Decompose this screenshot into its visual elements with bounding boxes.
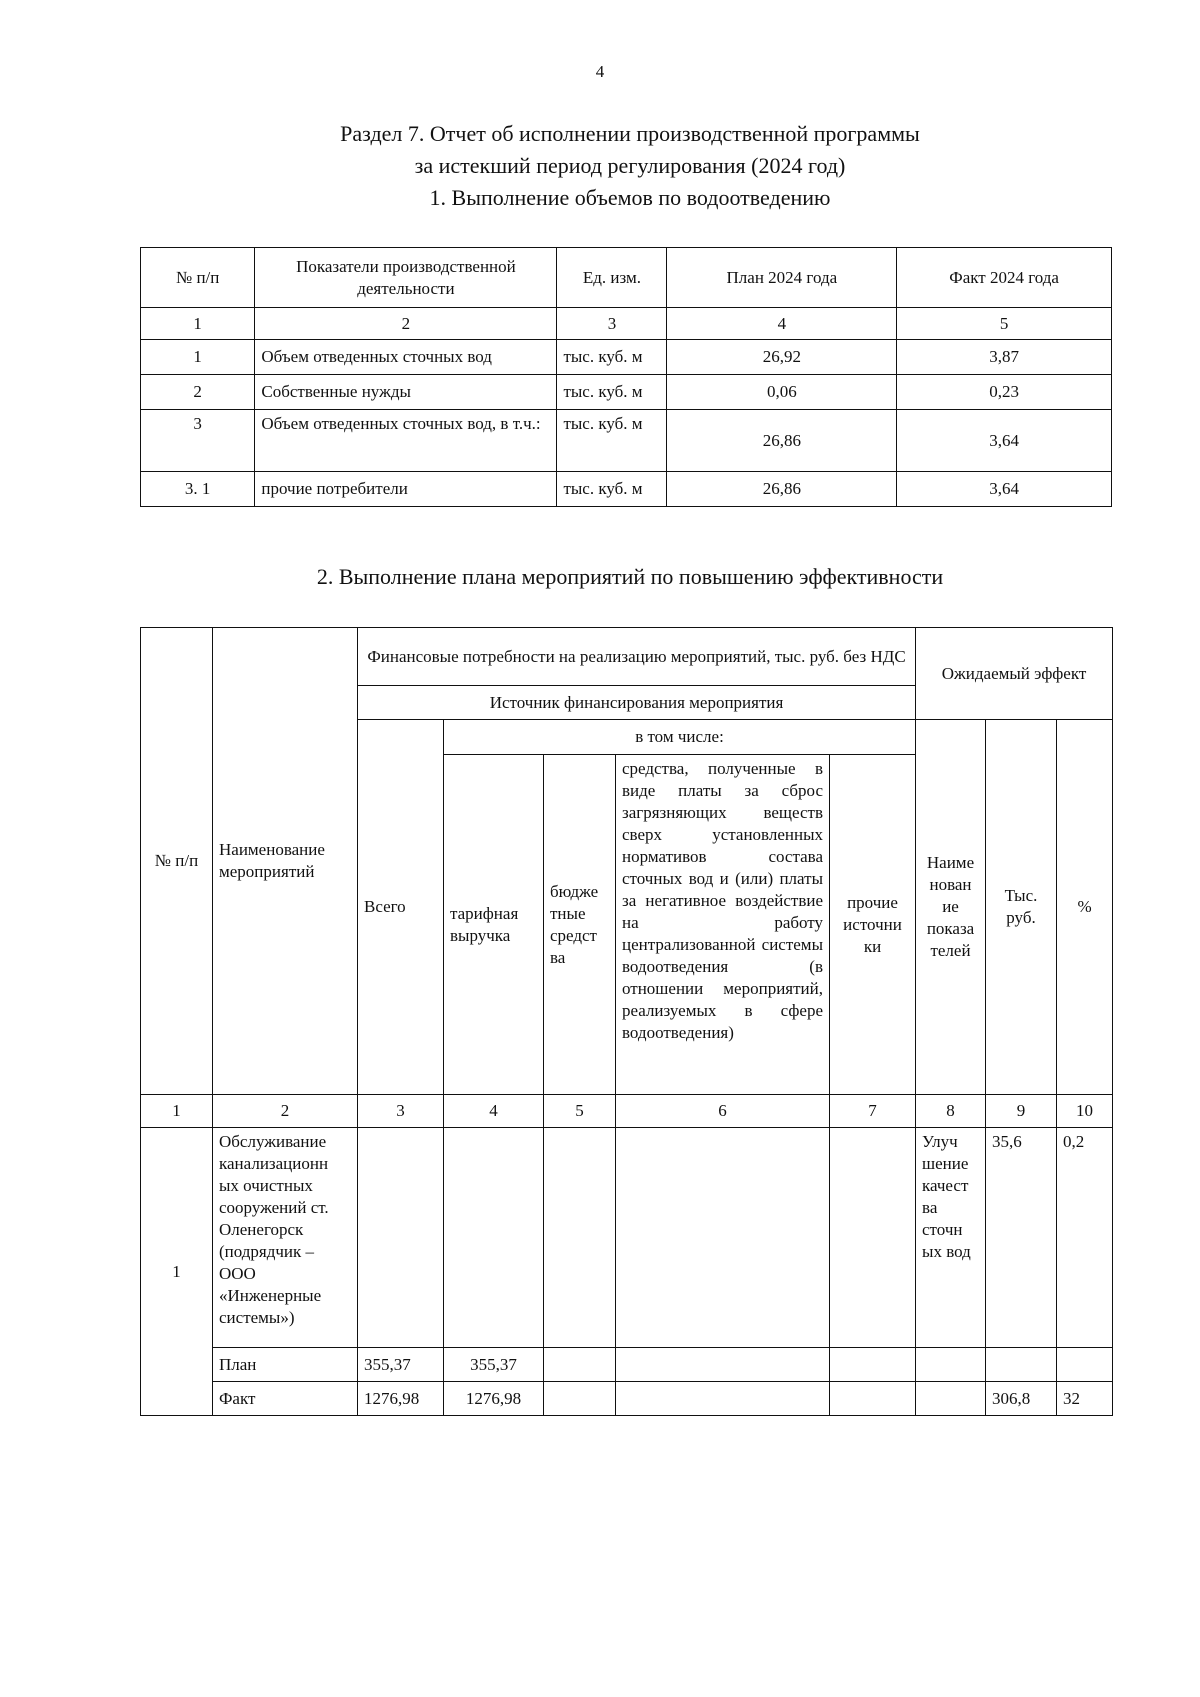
row-name: Собственные нужды	[255, 375, 557, 410]
page-number: 4	[595, 62, 605, 81]
row-unit: тыс. куб. м	[557, 375, 667, 410]
col-number: 4	[667, 308, 897, 340]
col-number: 2	[255, 308, 557, 340]
row-fact: 3,64	[897, 410, 1112, 472]
plan-other	[830, 1348, 916, 1382]
title-line-1: Раздел 7. Отчет об исполнении производственной программы	[340, 121, 920, 146]
row-other	[830, 1128, 916, 1348]
header-indicator-name: Наиме нован ие показа телей	[916, 720, 986, 1095]
row-fact: 0,23	[897, 375, 1112, 410]
col-number: 4	[444, 1095, 544, 1128]
header-tariff-revenue: тарифная выручка	[444, 755, 544, 1095]
header-discharge-fees: средства, полученные в виде платы за сброс загрязняющих веществ сверх установленных нормативов состава сточных вод и (или) платы за негативное воздействие на работу централизованной системы водоотведения (в отношении мероприятий, реализуемых в сфере водоотведения)	[616, 755, 830, 1095]
row-plan: 26,92	[667, 340, 897, 375]
fact-total: 1276,98	[358, 1382, 444, 1416]
header-plan: План 2024 года	[667, 248, 897, 308]
row-measure-name: Обслуживание канализационн ых очистных сооружений ст. Оленегорск (подрядчик – ООО «Инженерные системы»)	[213, 1128, 358, 1348]
section-2-title: 2. Выполнение плана мероприятий по повышению эффективности	[316, 564, 944, 589]
col-number: 8	[916, 1095, 986, 1128]
col-number: 10	[1057, 1095, 1113, 1128]
row-plan: 0,06	[667, 375, 897, 410]
col-number: 5	[544, 1095, 616, 1128]
row-num: 3. 1	[141, 472, 255, 507]
col-number: 7	[830, 1095, 916, 1128]
row-fact: 3,64	[897, 472, 1112, 507]
row-budget	[544, 1128, 616, 1348]
row-fact: 3,87	[897, 340, 1112, 375]
table-row	[141, 472, 1112, 507]
row-total	[358, 1128, 444, 1348]
col-number: 5	[897, 308, 1112, 340]
row-name: прочие потребители	[255, 472, 557, 507]
title-line-3: 1. Выполнение объемов по водоотведению	[429, 185, 831, 210]
header-budget-funds: бюдже тные средст ва	[544, 755, 616, 1095]
header-expected-effect: Ожидаемый эффект	[916, 628, 1113, 720]
plan-fees	[616, 1348, 830, 1382]
column-number-row	[141, 308, 1112, 340]
fact-label: Факт	[213, 1382, 358, 1416]
row-percent: 0,2	[1057, 1128, 1113, 1348]
table-row	[141, 410, 1112, 472]
col-number: 3	[358, 1095, 444, 1128]
row-num: 1	[141, 340, 255, 375]
col-number: 3	[557, 308, 667, 340]
plan-thousand-rub	[986, 1348, 1057, 1382]
document-title	[150, 118, 1110, 214]
plan-label: План	[213, 1348, 358, 1382]
row-fees	[616, 1128, 830, 1348]
fact-other	[830, 1382, 916, 1416]
col-number: 6	[616, 1095, 830, 1128]
header-fact: Факт 2024 года	[897, 248, 1112, 308]
col-number: 1	[141, 1095, 213, 1128]
table-row	[141, 375, 1112, 410]
header-num: № п/п	[141, 628, 213, 1095]
plan-total: 355,37	[358, 1348, 444, 1382]
header-measure-name: Наименование мероприятий	[213, 628, 358, 1095]
row-name: Объем отведенных сточных вод, в т.ч.:	[255, 410, 557, 472]
header-financial-needs: Финансовые потребности на реализацию мероприятий, тыс. руб. без НДС	[358, 628, 916, 686]
fact-indicator	[916, 1382, 986, 1416]
volumes-table	[140, 247, 1112, 507]
row-num: 2	[141, 375, 255, 410]
plan-indicator	[916, 1348, 986, 1382]
col-number: 2	[213, 1095, 358, 1128]
header-other-sources: прочие источни ки	[830, 755, 916, 1095]
row-tariff	[444, 1128, 544, 1348]
header-unit: Ед. изм.	[557, 248, 667, 308]
plan-percent	[1057, 1348, 1113, 1382]
row-plan: 26,86	[667, 410, 897, 472]
row-unit: тыс. куб. м	[557, 472, 667, 507]
col-number: 9	[986, 1095, 1057, 1128]
fact-thousand-rub: 306,8	[986, 1382, 1057, 1416]
header-num: № п/п	[141, 248, 255, 308]
row-unit: тыс. куб. м	[557, 340, 667, 375]
column-number-row	[141, 1095, 1113, 1128]
table-header-row	[141, 628, 1113, 686]
table-row	[141, 1128, 1113, 1348]
efficiency-measures-table	[140, 627, 1113, 1416]
fact-percent: 32	[1057, 1382, 1113, 1416]
fact-row	[141, 1382, 1113, 1416]
header-thousand-rub: Тыс. руб.	[986, 720, 1057, 1095]
col-number: 1	[141, 308, 255, 340]
plan-tariff: 355,37	[444, 1348, 544, 1382]
fact-fees	[616, 1382, 830, 1416]
header-funding-source: Источник финансирования мероприятия	[358, 686, 916, 720]
row-indicator: Улуч шение качест ва сточн ых вод	[916, 1128, 986, 1348]
row-num: 1	[141, 1128, 213, 1416]
header-indicator: Показатели производственной деятельности	[255, 248, 557, 308]
row-num: 3	[141, 410, 255, 472]
fact-budget	[544, 1382, 616, 1416]
row-thousand-rub: 35,6	[986, 1128, 1057, 1348]
plan-budget	[544, 1348, 616, 1382]
table-row	[141, 340, 1112, 375]
header-percent: %	[1057, 720, 1113, 1095]
title-line-2: за истекший период регулирования (2024 год)	[414, 153, 846, 178]
plan-row	[141, 1348, 1113, 1382]
fact-tariff: 1276,98	[444, 1382, 544, 1416]
row-unit: тыс. куб. м	[557, 410, 667, 472]
row-plan: 26,86	[667, 472, 897, 507]
table-header-row	[141, 248, 1112, 308]
row-name: Объем отведенных сточных вод	[255, 340, 557, 375]
header-including: в том числе:	[444, 720, 916, 755]
header-total: Всего	[358, 720, 444, 1095]
